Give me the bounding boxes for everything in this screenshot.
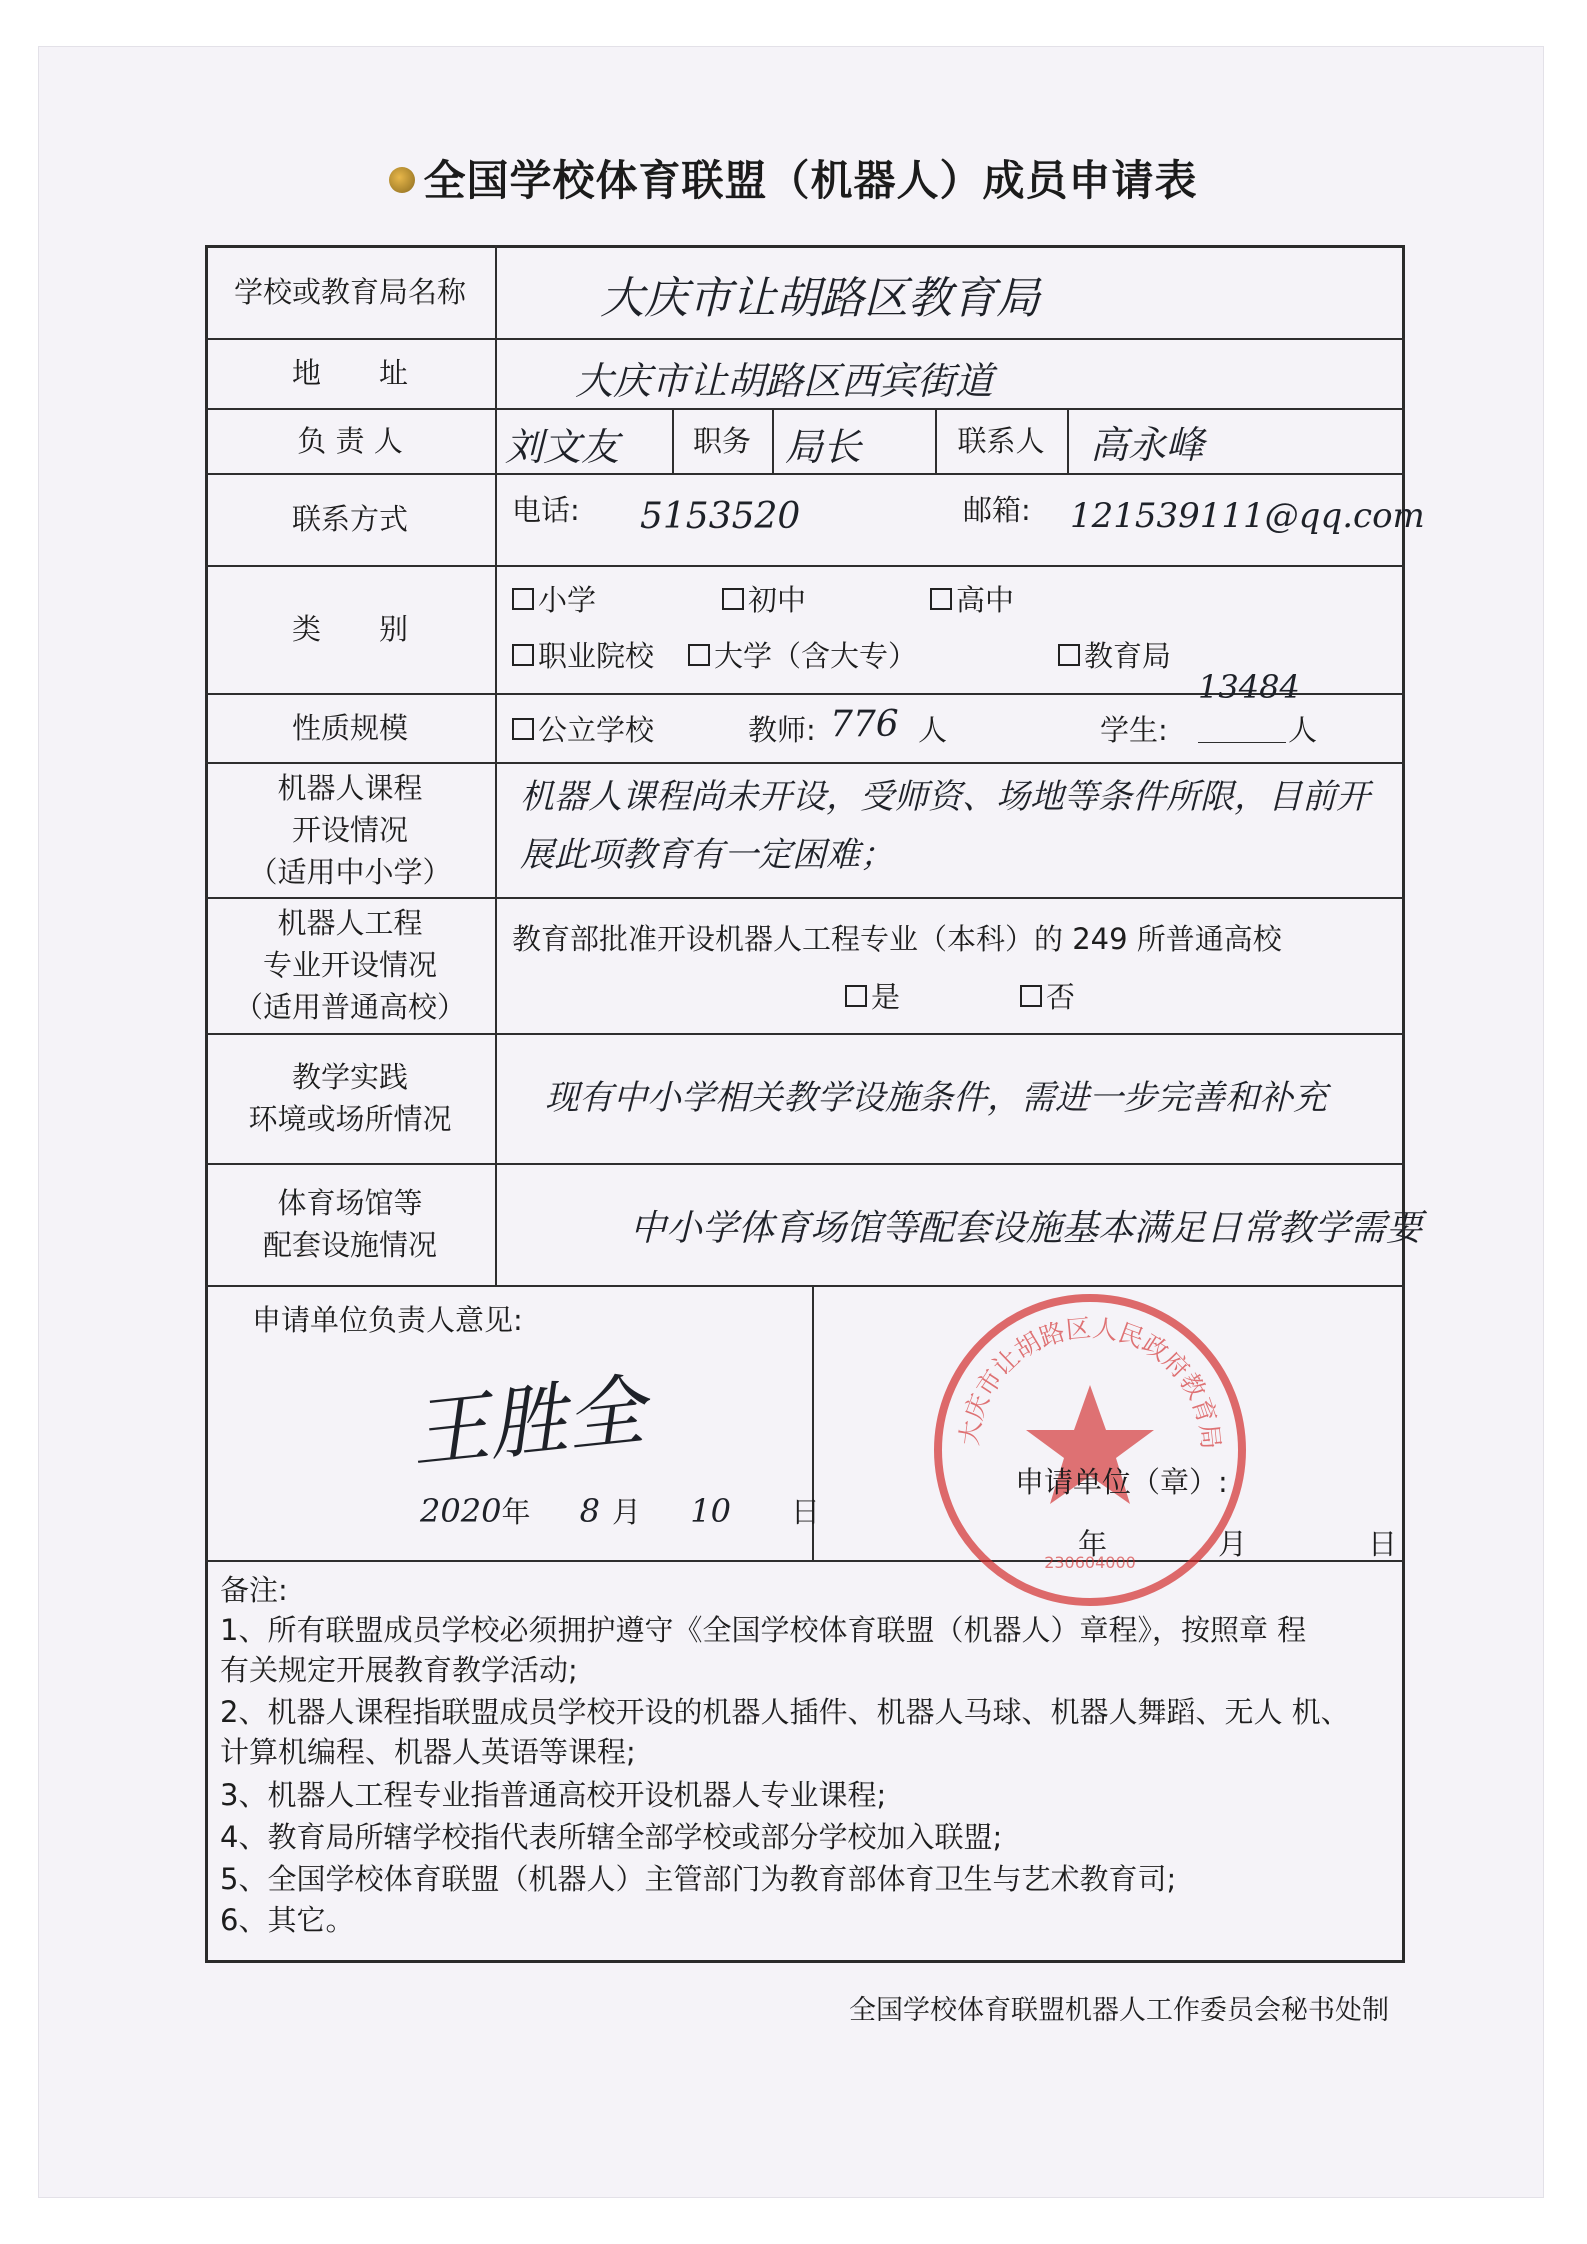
category-primary: 小学 [512,578,596,619]
alliance-logo-icon [389,167,415,193]
category-junior: 初中 [722,578,806,619]
public-school-option: 公立学校 [512,708,654,749]
students-unit: 人 [1288,713,1318,747]
vocational-checkbox[interactable] [512,644,534,666]
teaching-practice-value: 现有中小学相关教学设施条件，需进一步完善和补充 [545,1078,1327,1118]
teachers-label: 教师: [748,713,816,747]
category-label: 类 别 [291,612,408,646]
note-line: 5、全国学校体育联盟（机器人）主管部门为教育部体育卫生与艺术教育司; [220,1862,1177,1896]
applicant-seal-label: 申请单位（章）: [1015,1465,1228,1499]
school-name-label: 学校或教育局名称 [233,274,466,309]
teaching-practice-label: 教学实践 环境或场所情况 [248,1060,452,1136]
robot-engineering-statement: 教育部批准开设机器人工程专业（本科）的 249 所普通高校 [512,922,1282,956]
nature-scale-label: 性质规模 [291,710,408,745]
address-value: 大庆市让胡路区西宾街道 [575,359,994,403]
signature-date: 2020年 8 月 10 日 [420,1492,820,1530]
school-name-value: 大庆市让胡路区教育局 [600,273,1040,324]
form-title: 全国学校体育联盟（机器人）成员申请表 [0,148,1587,208]
robot-engineering-label: 机器人工程 专业开设情况 （适用普通高校） [233,906,466,1024]
email-value: 121539111@qq.com [1070,496,1425,536]
phone-label: 电话: [512,493,580,527]
yes-checkbox[interactable] [845,985,867,1007]
position-label: 职务 [692,423,751,458]
no-checkbox[interactable] [1020,985,1042,1007]
category-senior: 高中 [930,578,1014,619]
seal-year-label: 年 [1078,1527,1108,1561]
note-line: 4、教育局所辖学校指代表所辖全部学校或部分学校加入联盟; [220,1820,1003,1854]
note-line: 有关规定开展教育教学活动; [220,1653,578,1687]
note-line: 3、机器人工程专业指普通高校开设机器人专业课程; [220,1778,887,1812]
seal-day-label: 日 [1368,1527,1398,1561]
column-divider [772,408,774,473]
form-footer: 全国学校体育联盟机器人工作委员会秘书处制 [849,1995,1389,2026]
email-label: 邮箱: [963,493,1031,527]
seal-number: 230604000 [1044,1553,1136,1572]
note-line: 1、所有联盟成员学校必须拥护遵守《全国学校体育联盟（机器人）章程》，按照章 程 [220,1613,1307,1647]
sports-venue-value: 中小学体育场馆等配套设施基本满足日常教学需要 [630,1208,1423,1249]
principal-value: 刘文友 [505,425,620,469]
contact-person-label: 联系人 [957,423,1045,458]
sports-venue-label: 体育场馆等 配套设施情况 [262,1186,437,1262]
primary-checkbox[interactable] [512,588,534,610]
notes-header: 备注: [220,1573,288,1607]
students-value: 13484 [1198,668,1300,706]
contact-method-label: 联系方式 [291,502,408,536]
students-label: 学生: [1100,713,1168,747]
category-vocational: 职业院校 [512,634,654,675]
junior-checkbox[interactable] [722,588,744,610]
senior-checkbox[interactable] [930,588,952,610]
applicant-opinion-label: 申请单位负责人意见: [252,1303,523,1337]
column-divider [1067,408,1069,473]
edu-bureau-checkbox[interactable] [1058,644,1080,666]
principal-signature: 王胜全 [406,1365,649,1480]
public-school-checkbox[interactable] [512,718,534,740]
robot-engineering-no: 否 [1020,975,1075,1016]
note-line: 6、其它。 [220,1903,355,1937]
position-value: 局长 [785,425,862,469]
column-divider [495,245,497,1285]
address-label: 地 址 [291,356,408,390]
category-university: 大学（含大专） [688,634,917,675]
row-divider [205,1285,1405,1287]
seal-text: 大庆市让胡路区人民政府教育局 [954,1313,1226,1451]
students-underline [1198,742,1286,743]
robot-course-label: 机器人课程 开设情况 （适用中小学） [248,770,452,889]
note-line: 计算机编程、机器人英语等课程; [220,1735,636,1769]
teachers-unit: 人 [918,713,948,747]
seal-month-label: 月 [1218,1527,1248,1561]
contact-person-value: 高永峰 [1090,423,1205,467]
university-checkbox[interactable] [688,644,710,666]
robot-course-value: 机器人课程尚未开设，受师资、场地等条件所限，目前开展此项教育有一定困难； [520,777,1370,875]
note-line: 2、机器人课程指联盟成员学校开设的机器人插件、机器人马球、机器人舞蹈、无人 机、 [220,1695,1350,1729]
category-edu-bureau: 教育局 [1058,634,1171,675]
phone-value: 5153520 [640,496,801,537]
principal-label: 负 责 人 [297,423,403,458]
robot-engineering-yes: 是 [845,975,900,1016]
teachers-value: 776 [830,704,899,745]
